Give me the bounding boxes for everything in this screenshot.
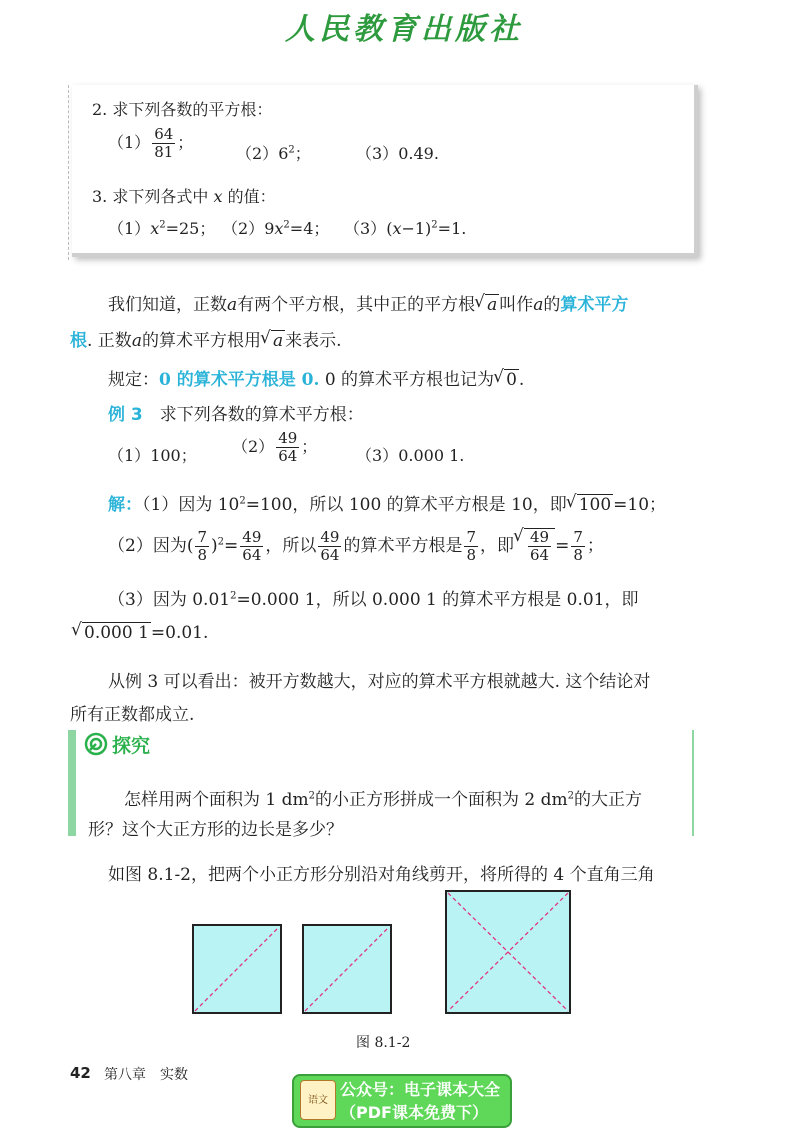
figure-squares — [190, 888, 580, 1018]
rule-line: 规定：0 的算术平方根是 0. 0 的算术平方根也记为√ 0 . — [108, 365, 524, 390]
explore-line2: 形？这个大正方形的边长是多少？ — [88, 820, 343, 840]
conclusion-line2: 所有正数都成立. — [70, 705, 195, 725]
example-3a: （1）100； — [108, 446, 197, 465]
exercise-3c: $(3)(x-1)^2=1$. — [344, 219, 467, 238]
solution-line1: 解：（1）因为 $10^2=100$，所以 100 的算术平方根是 10，即√ 100 =10； — [108, 490, 666, 515]
explore-title: 探究 — [112, 735, 151, 757]
exercise-2c: （3）0.49. — [356, 144, 439, 163]
solution-line3: （3）因为 $0.01^2=0.000$ 1，所以 0.000 1 的算术平方根是 0.01，即 — [108, 590, 639, 610]
example-3-heading: 例 3 求下列各数的算术平方根： — [108, 405, 364, 425]
solution-line2: （2）因为( $\frac{7}{8}$ )$^2$= $\frac{49}{64}$ ，所以 $\frac{49}{64}$ 的算术平方根是 $\frac{7}{8}$ ，即 √ $\frac{49}{64}$ = $\frac{7}{8}$ ； — [108, 528, 604, 564]
watermark-line1: 公众号：电子课本大全 — [340, 1080, 501, 1099]
paragraph-arithmetic-root-line1: 我们知道，正数a有两个平方根，其中正的平方根√ a 叫作a的算术平方 — [108, 290, 628, 315]
example-3c: （3）0.000 1. — [356, 446, 465, 465]
figure-caption: 图 8.1-2 — [356, 1035, 411, 1051]
exercise-2-label: 2. 求下列各数的平方根： — [92, 100, 273, 119]
conclusion-line1: 从例 3 可以看出：被开方数越大，对应的算术平方根就越大. 这个结论对 — [108, 672, 651, 692]
solution-line3-cont: √ 0.000 1 =0.01. — [72, 622, 208, 643]
publisher-logo: 人民教育出版社 — [285, 12, 523, 47]
explore-right-bar — [692, 730, 694, 836]
explore-left-bar — [68, 730, 76, 836]
exercise-box-left-line — [68, 85, 69, 260]
chapter-title: 第八章 实数 — [104, 1067, 188, 1083]
figure-intro-paragraph: 如图 8.1-2，把两个小正方形分别沿对角线剪开，将所得的 4 个直角三角 — [108, 865, 655, 885]
explore-icon — [84, 732, 108, 756]
exercise-2-items: （1） $\frac{64}{81}$ ； — [108, 125, 194, 161]
example-3b: （2） $\frac{49}{64}$ ； — [232, 429, 318, 465]
exercise-3a: $(1)x^2=25$； — [108, 219, 216, 238]
page-number: 42 — [70, 1064, 91, 1082]
book-icon: 语文 — [300, 1080, 336, 1120]
exercise-2b: $(2)6^2$； — [236, 144, 311, 163]
exercise-3b: $(2)9x^2=4$； — [222, 219, 330, 238]
exercise-3-label: 3. 求下列各式中 x 的值： — [92, 187, 276, 206]
explore-line1: 怎样用两个面积为 1 $dm^2$的小正方形拼成一个面积为 2 $dm^2$的大正方 — [124, 790, 643, 810]
watermark-line2: （PDF课本免费下） — [340, 1103, 488, 1122]
paragraph-arithmetic-root-line2: 根. 正数a的算术平方根用√ a 来表示. — [70, 326, 342, 351]
